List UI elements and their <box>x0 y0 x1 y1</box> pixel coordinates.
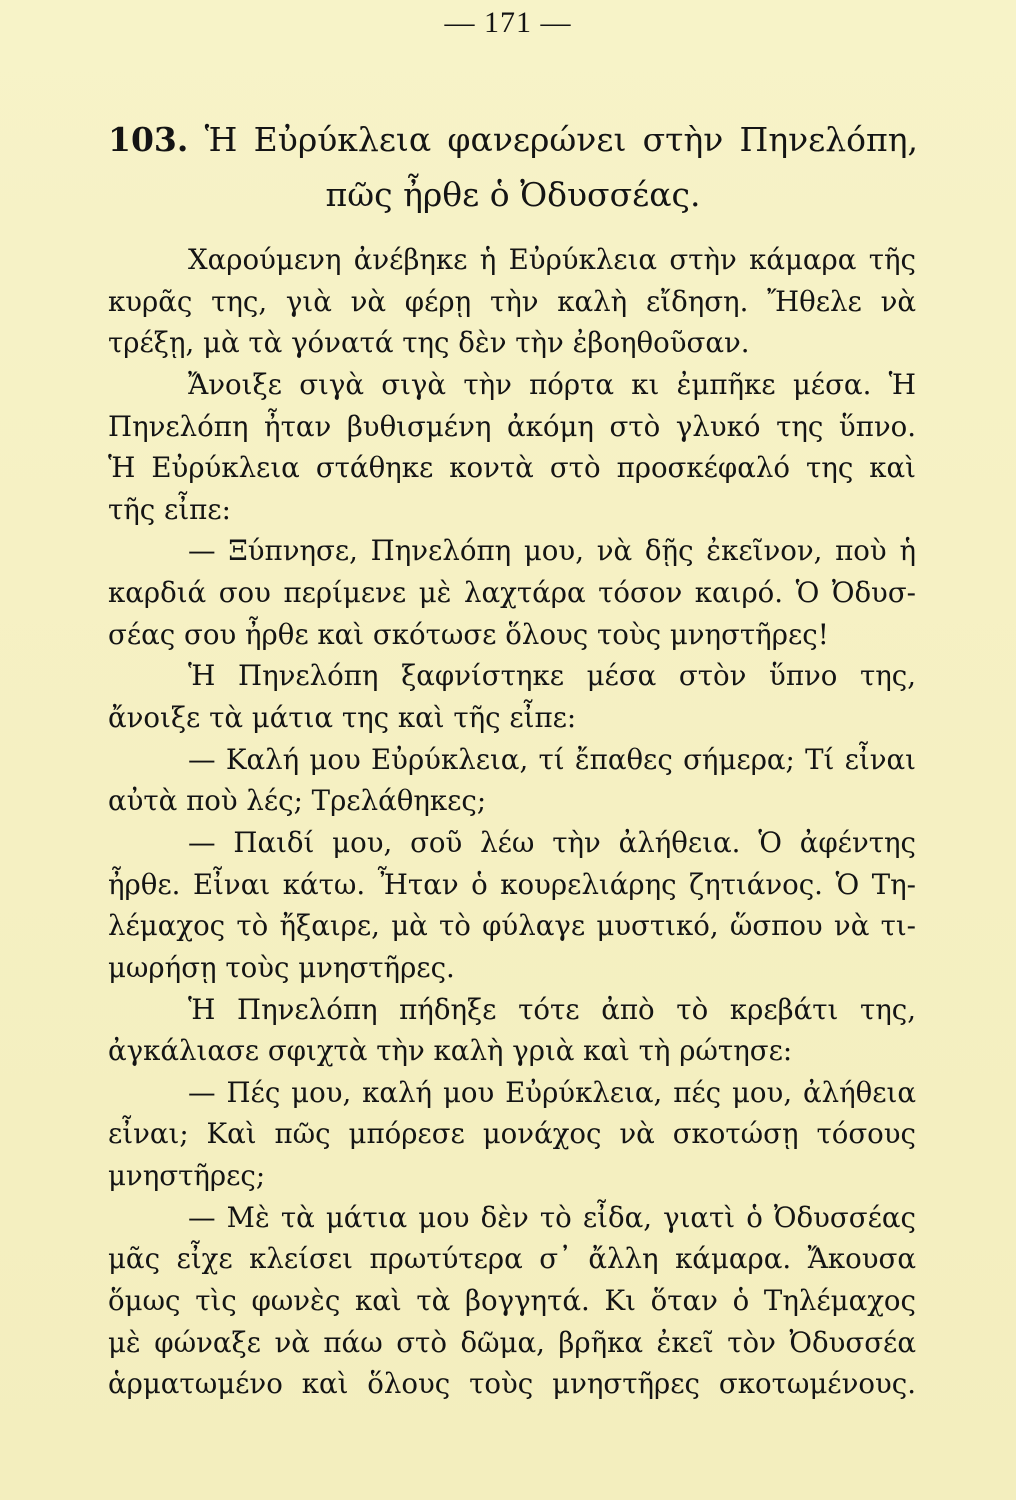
text-line: ὅμως τὶς φωνὲς καὶ τὰ βογγητά. Κι ὅταν ὁ Τηλέμαχος <box>108 1284 916 1318</box>
chapter-heading <box>108 112 918 222</box>
text-line: Ἄνοιξε σιγὰ σιγὰ τὴν πόρτα κι ἐμπῆκε μέσα. Ἡ <box>188 367 916 401</box>
chapter-number: 103. <box>108 120 189 159</box>
text-line: ἀγκάλιασε σφιχτὰ τὴν καλὴ γριὰ καὶ τὴ ρώτησε: <box>108 1034 793 1068</box>
text-line: Ἡ Πηνελόπη πήδηξε τότε ἀπὸ τὸ κρεβάτι της, <box>188 992 916 1026</box>
text-line: τρέξῃ, μὰ τὰ γόνατά της δὲν τὴν ἐβοηθοῦσαν. <box>108 326 750 360</box>
chapter-title-part-1: Ἡ Εὐρύκλεια φανερώνει στὴν Πηνελόπη, <box>204 120 918 159</box>
body-text <box>108 239 916 1405</box>
text-line: — Μὲ τὰ μάτια μου δὲν τὸ εἶδα, γιατὶ ὁ Ὀδυσσέας <box>188 1200 916 1234</box>
text-line: Ἡ Εὐρύκλεια στάθηκε κοντὰ στὸ προσκέφαλό της καὶ <box>108 451 916 485</box>
text-line: λέμαχος τὸ ἤξαιρε, μὰ τὸ φύλαγε μυστικό, ὥσπου νὰ τι- <box>108 909 916 943</box>
text-line: ἄνοιξε τὰ μάτια της καὶ τῆς εἶπε: <box>108 701 577 735</box>
chapter-title-part-2: πῶς ἦρθε ὁ Ὀδυσσέας. <box>325 175 701 214</box>
text-line: — Καλή μου Εὐρύκλεια, τί ἔπαθες σήμερα; Τί εἶναι <box>188 742 916 776</box>
text-line: μὲ φώναξε νὰ πάω στὸ δῶμα, βρῆκα ἐκεῖ τὸν Ὀδυσσέα <box>108 1325 916 1359</box>
text-line: ἦρθε. Εἶναι κάτω. Ἦταν ὁ κουρελιάρης ζητιάνος. Ὁ Τη- <box>108 867 916 901</box>
text-line: μᾶς εἶχε κλείσει πρωτύτερα σ᾽ ἄλλη κάμαρα. Ἄκουσα <box>108 1242 916 1276</box>
text-line: κυρᾶς της, γιὰ νὰ φέρῃ τὴν καλὴ εἴδηση. Ἤθελε νὰ <box>108 284 916 318</box>
text-line: — Πές μου, καλή μου Εὐρύκλεια, πές μου, ἀλήθεια <box>188 1075 916 1109</box>
text-line: εἶναι; Καὶ πῶς μπόρεσε μονάχος νὰ σκοτώσῃ τόσους <box>108 1117 916 1151</box>
text-line: Χαρούμενη ἀνέβηκε ἡ Εὐρύκλεια στὴν κάμαρα τῆς <box>188 243 916 276</box>
text-line: μωρήσῃ τοὺς μνηστῆρες. <box>108 950 455 984</box>
text-line: ἁρματωμένο καὶ ὅλους τοὺς μνηστῆρες σκοτωμένους. <box>108 1367 916 1401</box>
text-line: — Παιδί μου, σοῦ λέω τὴν ἀλήθεια. Ὁ ἀφέντης <box>188 825 916 859</box>
text-line: σέας σου ἦρθε καὶ σκότωσε ὅλους τοὺς μνηστῆρες! <box>108 617 829 651</box>
text-line: τῆς εἶπε: <box>108 492 231 526</box>
text-line: μνηστῆρες; <box>108 1159 266 1193</box>
chapter-heading-line-1 <box>108 112 918 167</box>
text-line: αὐτὰ ποὺ λές; Τρελάθηκες; <box>108 784 487 818</box>
text-line: Ἡ Πηνελόπη ξαφνίστηκε μέσα στὸν ὕπνο της, <box>188 659 916 693</box>
text-line: καρδιά σου περίμενε μὲ λαχτάρα τόσον καιρό. Ὁ Ὀδυσ- <box>108 576 916 610</box>
text-line: Πηνελόπη ἦταν βυθισμένη ἀκόμη στὸ γλυκό της ὕπνο. <box>108 409 916 443</box>
text-line: — Ξύπνησε, Πηνελόπη μου, νὰ δῇς ἐκεῖνον, ποὺ ἡ <box>188 534 916 568</box>
page-number: — 171 — <box>444 6 572 39</box>
